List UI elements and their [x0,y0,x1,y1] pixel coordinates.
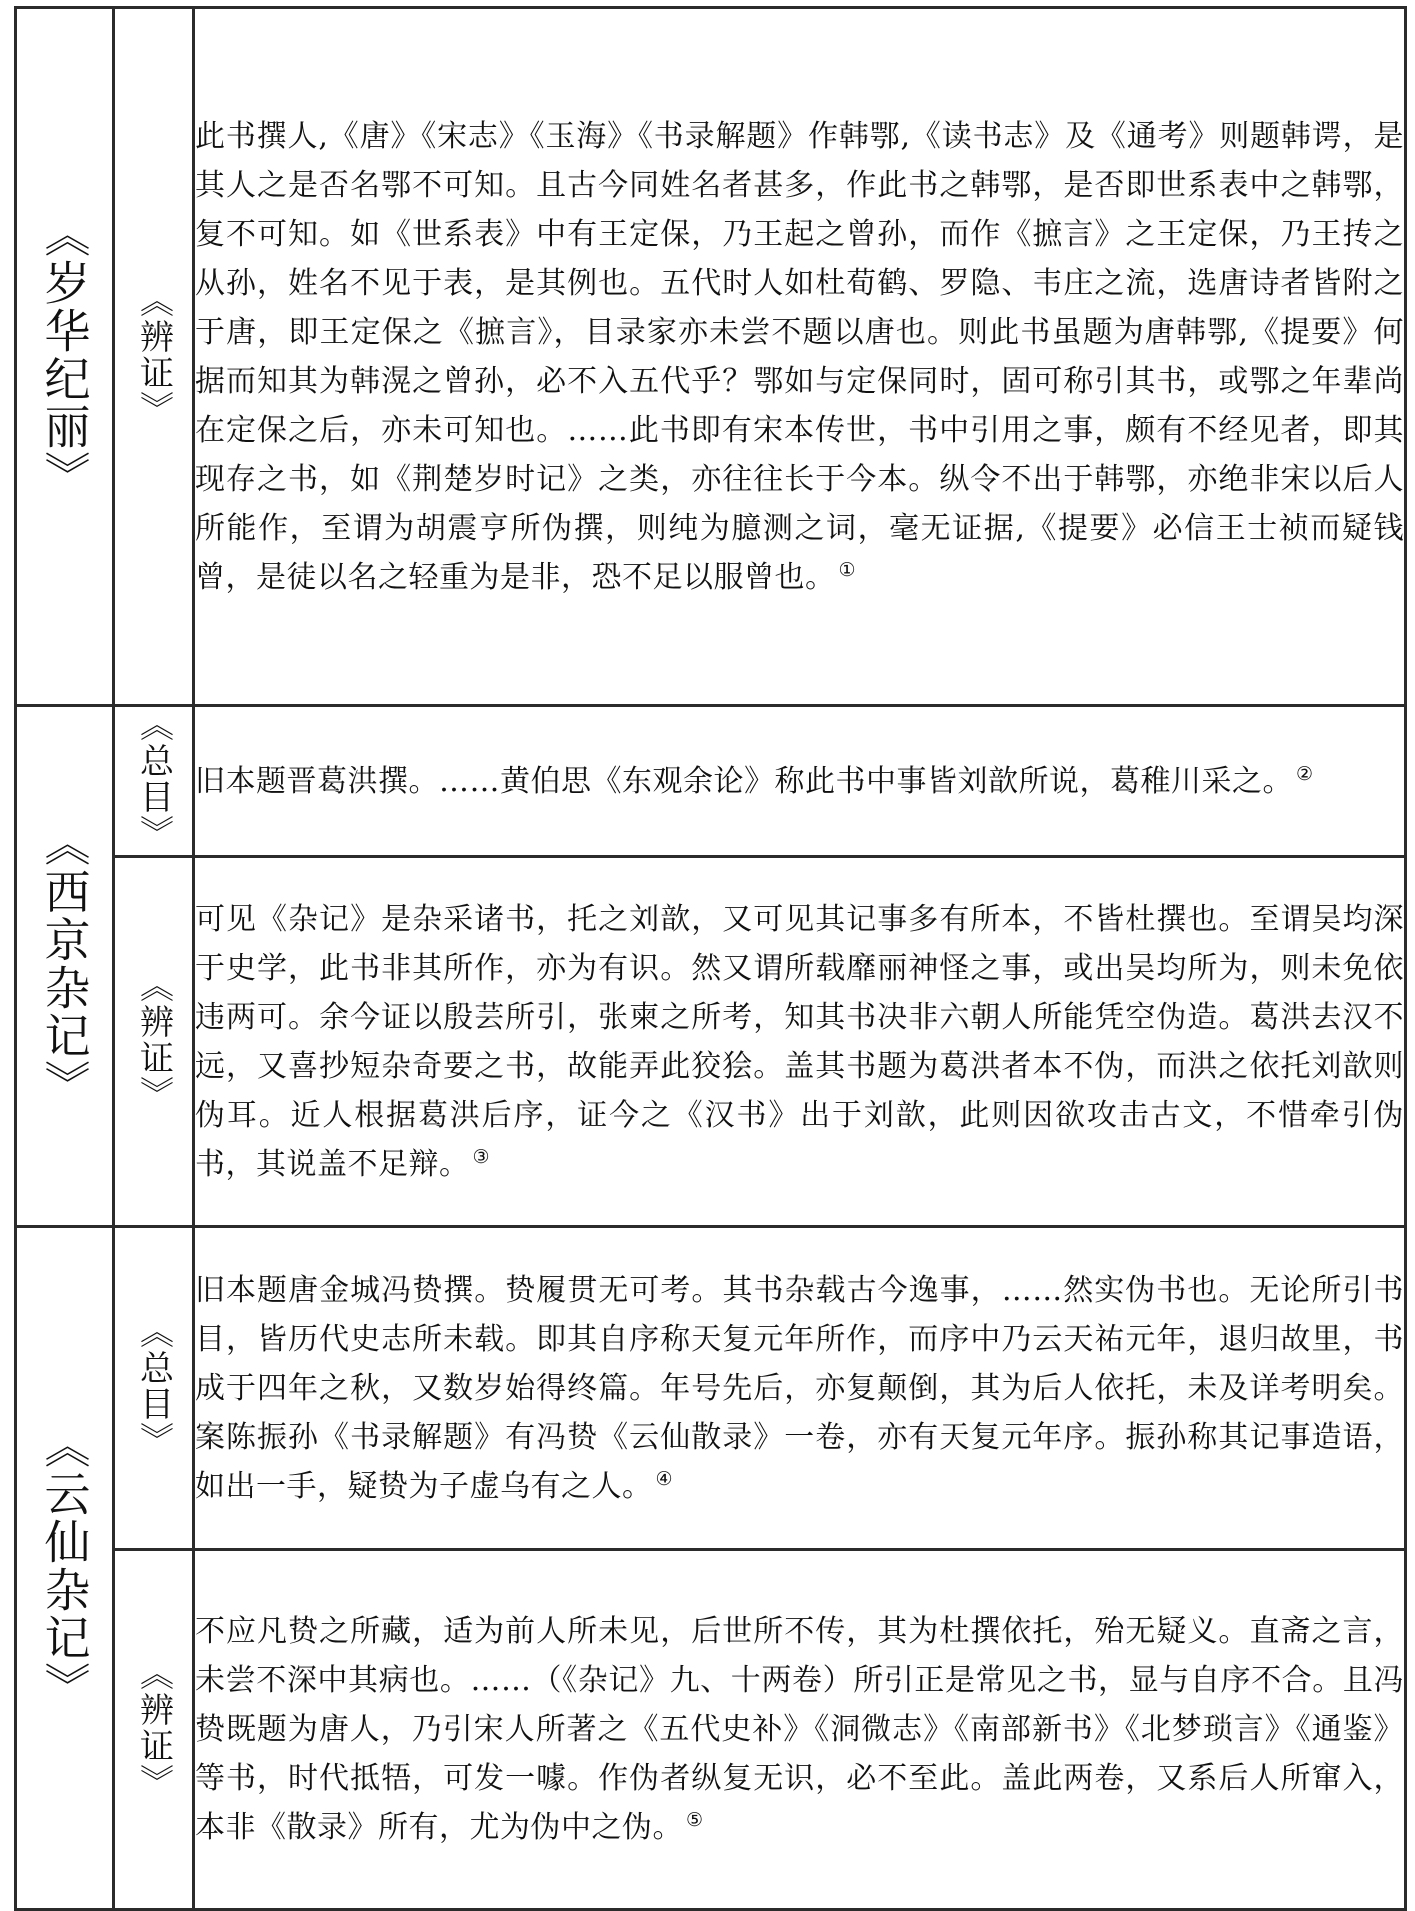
quote-text: 此书撰人,《唐》《宋志》《玉海》《书录解题》作韩鄂,《读书志》及《通考》则题韩谔，是其人之是否名鄂不可知。且古今同姓名者甚多，作此书之韩鄂，是否即世系表中之韩鄂，复不可知。如《世系表》中有王定保，乃王起之曾孙，而作《摭言》之王定保，乃王抟之从孙，姓名不见于表，是其例也。五代时人如杜荀鹤、罗隐、韦庄之流，选唐诗者皆附之于唐，即王定保之《摭言》，目录家亦未尝不题以唐也。则此书虽题为唐韩鄂,《提要》何据而知其为韩滉之曾孙，必不入五代乎？鄂如与定保同时，固可称引其书，或鄂之年辈尚在定保之后，亦未可知也。……此书即有宋本传世，书中引用之事，颇有不经见者，即其现存之书，如《荆楚岁时记》之类，亦往往长于今本。纵令不出于韩鄂，亦绝非宋以后人所能作，至谓为胡震亨所伪撰，则纯为臆测之词，毫无证据,《提要》必信王士祯而疑钱曾，是徒以名之轻重为是非，恐不足以服曾也。 [195,118,1404,595]
quote-paragraph [195,895,1404,1189]
book-title: 《西京杂记》 [37,820,92,1108]
quote-paragraph [195,757,1404,806]
table-row [16,706,1406,857]
source-label: 《总目》 [133,1314,174,1458]
book-title: 《岁华纪丽》 [37,210,92,499]
quote-paragraph [195,1607,1404,1852]
table-row [16,8,1406,706]
footnote-marker: ③ [472,1145,491,1168]
quote-cell [194,857,1406,1227]
footnote-marker: ④ [655,1467,674,1490]
table-row [16,1227,1406,1550]
quote-cell [194,1227,1406,1550]
source-label: 《总目》 [133,707,174,851]
quote-text: 不应凡贽之所藏，适为前人所未见，后世所不传，其为杜撰依托，殆无疑义。直斋之言，未尝不深中其病也。……（《杂记》九、十两卷）所引正是常见之书，显与自序不合。且冯贽既题为唐人，乃引宋人所著之《五代史补》《洞微志》《南部新书》《北梦琐言》《通鉴》等书，时代抵牾，可发一噱。作伪者纵复无识，必不至此。盖此两卷，又系后人所窜入，本非《散录》所有，尤为伪中之伪。 [195,1614,1404,1845]
source-label-cell [114,706,194,857]
source-label-cell [114,8,194,706]
footnote-marker: ① [838,558,857,581]
source-label-cell [114,1227,194,1550]
source-label: 《辨证》 [133,967,174,1112]
quote-text: 旧本题唐金城冯贽撰。贽履贯无可考。其书杂载古今逸事，……然实伪书也。无论所引书目，皆历代史志所未载。即其自序称天复元年所作，而序中乃云天祐元年，退归故里，书成于四年之秋，又数岁始得终篇。年号先后，亦复颠倒，其为后人依托，未及详考明矣。案陈振孙《书录解题》有冯贽《云仙散录》一卷，亦有天复元年序。振孙称其记事造语，如出一手，疑贽为子虚乌有之人。 [195,1272,1404,1504]
quote-text: 旧本题晋葛洪撰。……黄伯思《东观余论》称此书中事皆刘歆所说，葛稚川采之。 [195,763,1293,799]
book-title: 《云仙杂记》 [37,1422,92,1710]
comparison-table [14,6,1407,1911]
footnote-marker: ② [1296,762,1314,785]
footnote-marker: ⑤ [686,1809,704,1831]
table-row [16,1550,1406,1910]
quote-paragraph [195,112,1404,602]
book-title-cell [16,1227,114,1910]
source-label: 《辨证》 [133,282,174,427]
quote-text: 可见《杂记》是杂采诸书，托之刘歆，又可见其记事多有所本，不皆杜撰也。至谓吴均深于史学，此书非其所作，亦为有识。然又谓所载靡丽神怪之事，或出吴均所为，则未免依违两可。余今证以殷芸所引，张柬之所考，知其书决非六朝人所能凭空伪造。葛洪去汉不远，又喜抄短杂奇要之书，故能弄此狡狯。盖其书题为葛洪者本不伪，而洪之依托刘歆则伪耳。近人根据葛洪后序，证今之《汉书》出于刘歆，此则因欲攻击古文，不惜牵引伪书，其说盖不足辩。 [195,901,1404,1182]
quote-cell [194,1550,1406,1910]
quote-paragraph [195,1266,1404,1511]
source-label: 《辨证》 [133,1655,174,1800]
table-row [16,857,1406,1227]
book-title-cell [16,8,114,706]
source-label-cell [114,1550,194,1910]
book-title-cell [16,706,114,1227]
source-label-cell [114,857,194,1227]
quote-cell [194,706,1406,857]
quote-cell [194,8,1406,706]
